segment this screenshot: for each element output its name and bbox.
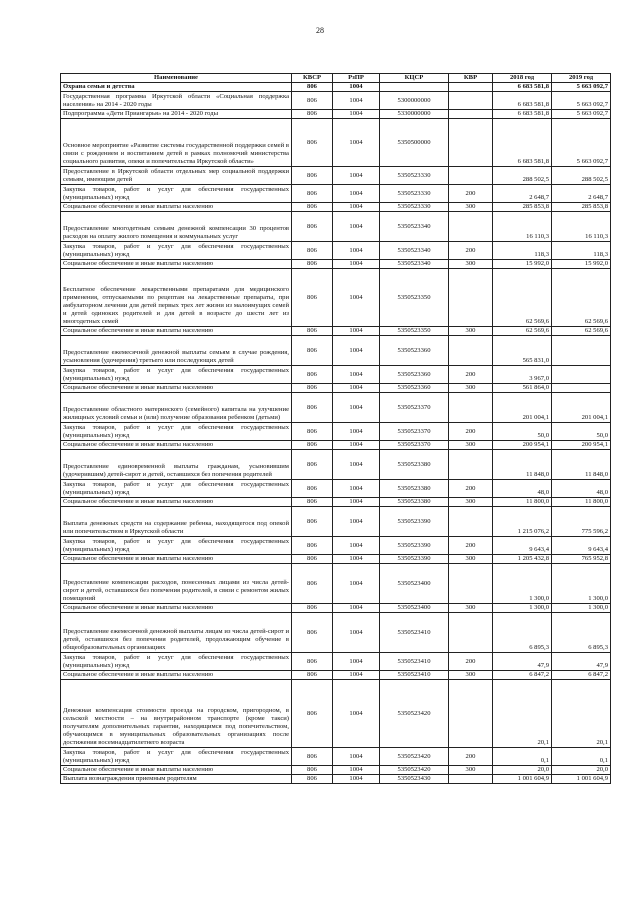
cell-kvr (449, 167, 493, 185)
cell-2018: 118,3 (493, 242, 552, 260)
table-row (61, 185, 611, 203)
cell-kvsr: 806 (292, 450, 333, 480)
table-row (61, 680, 611, 748)
table-row (61, 564, 611, 604)
cell-2019: 1 001 604,9 (552, 775, 611, 784)
table-row (61, 203, 611, 212)
cell-rzpr: 1004 (333, 92, 380, 110)
cell-2019: 20,0 (552, 766, 611, 775)
table-row (61, 336, 611, 366)
cell-2018: 1 001 604,9 (493, 775, 552, 784)
cell-kcsr: 5350523400 (380, 604, 449, 613)
cell-2018: 16 110,3 (493, 212, 552, 242)
cell-kvr: 300 (449, 327, 493, 336)
cell-rzpr: 1004 (333, 537, 380, 555)
cell-2019: 5 663 092,7 (552, 119, 611, 167)
cell-2018: 11 848,0 (493, 450, 552, 480)
cell-kvr: 200 (449, 242, 493, 260)
cell-kvsr: 806 (292, 423, 333, 441)
cell-name: Предоставление ежемесячной денежной выплаты лицам из числа детей-сирот и детей, оставшихся без попечения родителей, продолжающим обучение в общеобразовательных организациях (61, 613, 292, 653)
cell-rzpr: 1004 (333, 366, 380, 384)
table-row (61, 260, 611, 269)
cell-name: Бесплатное обеспечение лекарственными препаратами для медицинского применения, отпускаемыми по рецептам на лекарственные препараты, при амбулаторном лечении для детей первых трех лет жизни из малоимущих семей и детей одиноких родителей и для детей в возрасте до шести лет из многодетных семей (61, 269, 292, 327)
cell-kcsr: 5350523380 (380, 498, 449, 507)
cell-2019: 62 569,6 (552, 269, 611, 327)
cell-2018: 6 895,3 (493, 613, 552, 653)
table-row (61, 269, 611, 327)
cell-kvsr: 806 (292, 766, 333, 775)
cell-kvsr: 806 (292, 185, 333, 203)
cell-name: Закупка товаров, работ и услуг для обеспечения государственных (муниципальных) нужд (61, 480, 292, 498)
cell-kcsr: 5350500000 (380, 119, 449, 167)
cell-2018: 3 967,0 (493, 366, 552, 384)
cell-name: Предоставление многодетным семьям денежной компенсации 30 процентов расходов на оплату жилого помещения и коммунальных услуг (61, 212, 292, 242)
cell-name: Основное мероприятие «Развитие системы государственной поддержки семей в связи с рождением и воспитанием детей в рамках полномочий министерства социального развития, опеки и попечительства Иркутской области» (61, 119, 292, 167)
cell-2019 (552, 366, 611, 384)
cell-kcsr: 5350523430 (380, 775, 449, 784)
table-row (61, 480, 611, 498)
cell-kvsr: 806 (292, 555, 333, 564)
cell-2019: 5 663 092,7 (552, 83, 611, 92)
cell-kvsr: 806 (292, 167, 333, 185)
cell-rzpr: 1004 (333, 480, 380, 498)
cell-kvsr: 806 (292, 441, 333, 450)
cell-2019: 1 300,0 (552, 564, 611, 604)
cell-rzpr: 1004 (333, 441, 380, 450)
cell-2019: 48,0 (552, 480, 611, 498)
header-kcsr: КЦСР (380, 74, 449, 83)
cell-rzpr: 1004 (333, 269, 380, 327)
cell-rzpr: 1004 (333, 327, 380, 336)
cell-name: Закупка товаров, работ и услуг для обеспечения государственных (муниципальных) нужд (61, 366, 292, 384)
cell-rzpr: 1004 (333, 766, 380, 775)
cell-2019: 50,0 (552, 423, 611, 441)
cell-kvr (449, 119, 493, 167)
cell-2019: 5 663 092,7 (552, 92, 611, 110)
cell-2018: 565 831,0 (493, 336, 552, 366)
cell-2018: 285 853,8 (493, 203, 552, 212)
cell-2018: 200 954,1 (493, 441, 552, 450)
cell-name: Социальное обеспечение и иные выплаты населению (61, 604, 292, 613)
cell-2018: 6 847,2 (493, 671, 552, 680)
cell-kvsr: 806 (292, 653, 333, 671)
cell-name: Предоставление единовременной выплаты гражданам, усыновившим (удочерившим) детей-сирот и детей, оставшихся без попечения родителей (61, 450, 292, 480)
cell-kvr (449, 393, 493, 423)
cell-kvr: 300 (449, 384, 493, 393)
cell-name: Предоставление областного материнского (семейного) капитала на улучшение жилищных условий семьи и (или) получение образования ребенком (детьми) (61, 393, 292, 423)
cell-kcsr: 5350523370 (380, 423, 449, 441)
cell-kvsr: 806 (292, 480, 333, 498)
cell-rzpr: 1004 (333, 748, 380, 766)
table-row (61, 537, 611, 555)
table-row (61, 366, 611, 384)
cell-rzpr: 1004 (333, 110, 380, 119)
cell-kcsr: 5350523340 (380, 260, 449, 269)
cell-kcsr: 5350523350 (380, 327, 449, 336)
table-row (61, 498, 611, 507)
cell-2019: 201 004,1 (552, 393, 611, 423)
cell-kvsr: 806 (292, 393, 333, 423)
cell-name: Социальное обеспечение и иные выплаты населению (61, 384, 292, 393)
cell-kcsr: 5350523350 (380, 269, 449, 327)
cell-rzpr: 1004 (333, 336, 380, 366)
cell-kvr: 300 (449, 203, 493, 212)
cell-kvsr: 806 (292, 260, 333, 269)
cell-2018: 561 864,0 (493, 384, 552, 393)
cell-rzpr: 1004 (333, 212, 380, 242)
cell-rzpr: 1004 (333, 498, 380, 507)
page-number: 28 (316, 26, 324, 35)
cell-kcsr: 5350523330 (380, 167, 449, 185)
cell-kcsr: 5350523420 (380, 766, 449, 775)
cell-2018: 6 683 581,8 (493, 119, 552, 167)
cell-rzpr: 1004 (333, 83, 380, 92)
cell-name: Закупка товаров, работ и услуг для обеспечения государственных (муниципальных) нужд (61, 748, 292, 766)
cell-kvsr: 806 (292, 212, 333, 242)
cell-kcsr: 5350523370 (380, 441, 449, 450)
cell-rzpr: 1004 (333, 423, 380, 441)
budget-table (60, 73, 611, 784)
cell-kvr: 300 (449, 498, 493, 507)
cell-2018: 62 569,6 (493, 327, 552, 336)
cell-kvr (449, 336, 493, 366)
cell-2018: 20,0 (493, 766, 552, 775)
cell-2018: 48,0 (493, 480, 552, 498)
cell-rzpr: 1004 (333, 384, 380, 393)
cell-2019: 775 596,2 (552, 507, 611, 537)
table-row (61, 242, 611, 260)
cell-name: Социальное обеспечение и иные выплаты населению (61, 260, 292, 269)
cell-name: Закупка товаров, работ и услуг для обеспечения государственных (муниципальных) нужд (61, 653, 292, 671)
cell-kvr: 200 (449, 366, 493, 384)
cell-name: Выплата денежных средств на содержание ребенка, находящегося под опекой или попечительством в Иркутской области (61, 507, 292, 537)
table-row (61, 604, 611, 613)
cell-name: Предоставление в Иркутской области отдельных мер социальной поддержки семьям, имеющим детей (61, 167, 292, 185)
cell-kcsr: 5350523340 (380, 242, 449, 260)
cell-name: Закупка товаров, работ и услуг для обеспечения государственных (муниципальных) нужд (61, 423, 292, 441)
cell-rzpr: 1004 (333, 564, 380, 604)
cell-kcsr: 5350523420 (380, 680, 449, 748)
cell-rzpr: 1004 (333, 671, 380, 680)
cell-kcsr: 5350523330 (380, 185, 449, 203)
cell-2019 (552, 384, 611, 393)
cell-2018: 9 643,4 (493, 537, 552, 555)
header-rzpr: РзПР (333, 74, 380, 83)
cell-name: Предоставление ежемесячной денежной выплаты семьям в случае рождения, усыновления (удочерения) третьего или последующих детей (61, 336, 292, 366)
cell-kvr (449, 680, 493, 748)
cell-kcsr: 5350523420 (380, 748, 449, 766)
cell-kvsr: 806 (292, 110, 333, 119)
cell-2018: 1 215 076,2 (493, 507, 552, 537)
cell-kvr (449, 507, 493, 537)
cell-name: Социальное обеспечение и иные выплаты населению (61, 555, 292, 564)
cell-kvr (449, 212, 493, 242)
header-2019: 2019 год (552, 74, 611, 83)
table-row (61, 423, 611, 441)
cell-2019: 288 502,5 (552, 167, 611, 185)
cell-name: Социальное обеспечение и иные выплаты населению (61, 671, 292, 680)
cell-2018: 201 004,1 (493, 393, 552, 423)
cell-2018: 1 300,0 (493, 564, 552, 604)
table-row (61, 613, 611, 653)
table-row (61, 441, 611, 450)
cell-kvsr: 806 (292, 366, 333, 384)
cell-rzpr: 1004 (333, 653, 380, 671)
cell-name: Охрана семьи и детства (61, 83, 292, 92)
table-row (61, 766, 611, 775)
cell-name: Предоставление компенсации расходов, понесенных лицами из числа детей-сирот и детей, оставшихся без попечения родителей, в связи с ремонтом жилых помещений (61, 564, 292, 604)
cell-kvsr: 806 (292, 384, 333, 393)
cell-rzpr: 1004 (333, 242, 380, 260)
cell-kcsr: 5350523360 (380, 366, 449, 384)
cell-2019: 2 648,7 (552, 185, 611, 203)
cell-rzpr: 1004 (333, 393, 380, 423)
cell-kcsr: 5350523380 (380, 480, 449, 498)
cell-kcsr: 5350523370 (380, 393, 449, 423)
cell-kcsr: 5350523330 (380, 203, 449, 212)
cell-kcsr: 5330000000 (380, 110, 449, 119)
cell-2018: 6 683 581,8 (493, 92, 552, 110)
cell-2019: 0,1 (552, 748, 611, 766)
cell-2019: 9 643,4 (552, 537, 611, 555)
cell-kvr: 200 (449, 653, 493, 671)
cell-2019: 765 952,8 (552, 555, 611, 564)
table-row (61, 507, 611, 537)
cell-2018: 6 683 581,8 (493, 83, 552, 92)
cell-rzpr: 1004 (333, 507, 380, 537)
cell-kvr: 300 (449, 441, 493, 450)
cell-kcsr: 5350523360 (380, 384, 449, 393)
cell-2019: 47,9 (552, 653, 611, 671)
cell-kvsr: 806 (292, 203, 333, 212)
cell-kvsr: 806 (292, 507, 333, 537)
cell-2018: 15 992,0 (493, 260, 552, 269)
cell-kvsr: 806 (292, 604, 333, 613)
cell-name: Закупка товаров, работ и услуг для обеспечения государственных (муниципальных) нужд (61, 537, 292, 555)
cell-kcsr: 5350523360 (380, 336, 449, 366)
cell-kvsr: 806 (292, 336, 333, 366)
table-row (61, 393, 611, 423)
cell-kvsr: 806 (292, 83, 333, 92)
cell-name: Социальное обеспечение и иные выплаты населению (61, 498, 292, 507)
cell-kcsr: 5350523390 (380, 537, 449, 555)
cell-kvr (449, 83, 493, 92)
cell-kvr: 200 (449, 480, 493, 498)
cell-kvsr: 806 (292, 498, 333, 507)
cell-name: Социальное обеспечение и иные выплаты населению (61, 441, 292, 450)
cell-kvr (449, 92, 493, 110)
cell-kcsr: 5350523380 (380, 450, 449, 480)
cell-2018: 288 502,5 (493, 167, 552, 185)
cell-kvr: 200 (449, 537, 493, 555)
cell-2019: 5 663 092,7 (552, 110, 611, 119)
cell-kvr: 300 (449, 604, 493, 613)
cell-kvsr: 806 (292, 327, 333, 336)
table-row (61, 327, 611, 336)
cell-kvr (449, 564, 493, 604)
cell-2018: 47,9 (493, 653, 552, 671)
table-body (61, 83, 611, 784)
cell-name: Социальное обеспечение и иные выплаты населению (61, 327, 292, 336)
cell-name: Денежная компенсация стоимости проезда на городском, пригородном, в сельской местности – на внутрирайонном транспорте (кроме такси) получателям дополнительных гарантии, находящимся под попечительством, обучающимся в муниципальных образовательных организациях после достижения восемнадцатилетнего возраста (61, 680, 292, 748)
table-row (61, 384, 611, 393)
cell-name: Государственная программа Иркутской области «Социальная поддержка населения» на 2014 - 2020 годы (61, 92, 292, 110)
table-row (61, 555, 611, 564)
cell-kvsr: 806 (292, 92, 333, 110)
cell-kvsr: 806 (292, 671, 333, 680)
cell-rzpr: 1004 (333, 450, 380, 480)
table-row (61, 450, 611, 480)
cell-2018: 62 569,6 (493, 269, 552, 327)
header-name: Наименование (61, 74, 292, 83)
cell-kvsr: 806 (292, 564, 333, 604)
cell-kcsr: 5350523410 (380, 671, 449, 680)
cell-rzpr: 1004 (333, 119, 380, 167)
cell-2019: 62 569,6 (552, 327, 611, 336)
cell-kvsr: 806 (292, 269, 333, 327)
cell-name: Выплата вознаграждения приемным родителям (61, 775, 292, 784)
cell-kcsr: 5350523390 (380, 507, 449, 537)
cell-2019: 200 954,1 (552, 441, 611, 450)
table-row (61, 212, 611, 242)
cell-kvsr: 806 (292, 119, 333, 167)
cell-kvr (449, 269, 493, 327)
cell-2019: 11 800,0 (552, 498, 611, 507)
table-row (61, 119, 611, 167)
cell-kvr (449, 110, 493, 119)
cell-kcsr (380, 83, 449, 92)
table-row (61, 83, 611, 92)
cell-rzpr: 1004 (333, 167, 380, 185)
cell-rzpr: 1004 (333, 203, 380, 212)
cell-2018: 50,0 (493, 423, 552, 441)
cell-2018: 6 683 581,8 (493, 110, 552, 119)
cell-name: Закупка товаров, работ и услуг для обеспечения государственных (муниципальных) нужд (61, 185, 292, 203)
cell-kvsr: 806 (292, 775, 333, 784)
cell-2019: 6 895,3 (552, 613, 611, 653)
cell-kvr (449, 775, 493, 784)
table-row (61, 748, 611, 766)
cell-name: Закупка товаров, работ и услуг для обеспечения государственных (муниципальных) нужд (61, 242, 292, 260)
cell-rzpr: 1004 (333, 613, 380, 653)
header-kvsr: КВСР (292, 74, 333, 83)
header-kvr: КВР (449, 74, 493, 83)
cell-kvr: 300 (449, 766, 493, 775)
table-row (61, 167, 611, 185)
cell-kvsr: 806 (292, 242, 333, 260)
cell-kvr: 200 (449, 748, 493, 766)
cell-kvr: 300 (449, 260, 493, 269)
cell-kvsr: 806 (292, 613, 333, 653)
cell-name: Подпрограмма «Дети Приангарья» на 2014 - 2020 годы (61, 110, 292, 119)
cell-kvr (449, 613, 493, 653)
cell-rzpr: 1004 (333, 775, 380, 784)
cell-2019: 20,1 (552, 680, 611, 748)
cell-kcsr: 5300000000 (380, 92, 449, 110)
cell-rzpr: 1004 (333, 555, 380, 564)
cell-kcsr: 5350523400 (380, 564, 449, 604)
cell-2018: 0,1 (493, 748, 552, 766)
table-header-row (61, 74, 611, 83)
cell-rzpr: 1004 (333, 680, 380, 748)
cell-kvr: 200 (449, 423, 493, 441)
table-row (61, 775, 611, 784)
cell-2018: 11 800,0 (493, 498, 552, 507)
cell-kvr: 200 (449, 185, 493, 203)
cell-name: Социальное обеспечение и иные выплаты населению (61, 203, 292, 212)
cell-2019 (552, 336, 611, 366)
cell-kvsr: 806 (292, 748, 333, 766)
cell-rzpr: 1004 (333, 185, 380, 203)
cell-2019: 285 853,8 (552, 203, 611, 212)
cell-2018: 2 648,7 (493, 185, 552, 203)
cell-2019: 11 848,0 (552, 450, 611, 480)
table-row (61, 671, 611, 680)
cell-kcsr: 5350523390 (380, 555, 449, 564)
cell-kvr (449, 450, 493, 480)
cell-rzpr: 1004 (333, 260, 380, 269)
table-row (61, 110, 611, 119)
cell-2019: 16 110,3 (552, 212, 611, 242)
cell-name: Социальное обеспечение и иные выплаты населению (61, 766, 292, 775)
cell-kvr: 300 (449, 555, 493, 564)
cell-kcsr: 5350523340 (380, 212, 449, 242)
table-row (61, 653, 611, 671)
cell-2019: 6 847,2 (552, 671, 611, 680)
cell-2018: 1 205 432,8 (493, 555, 552, 564)
cell-rzpr: 1004 (333, 604, 380, 613)
table-row (61, 92, 611, 110)
cell-2019: 1 300,0 (552, 604, 611, 613)
cell-2019: 118,3 (552, 242, 611, 260)
cell-kvsr: 806 (292, 537, 333, 555)
cell-kcsr: 5350523410 (380, 653, 449, 671)
cell-2019: 15 992,0 (552, 260, 611, 269)
cell-2018: 20,1 (493, 680, 552, 748)
cell-kvsr: 806 (292, 680, 333, 748)
cell-2018: 1 300,0 (493, 604, 552, 613)
cell-kvr: 300 (449, 671, 493, 680)
cell-kcsr: 5350523410 (380, 613, 449, 653)
header-2018: 2018 год (493, 74, 552, 83)
